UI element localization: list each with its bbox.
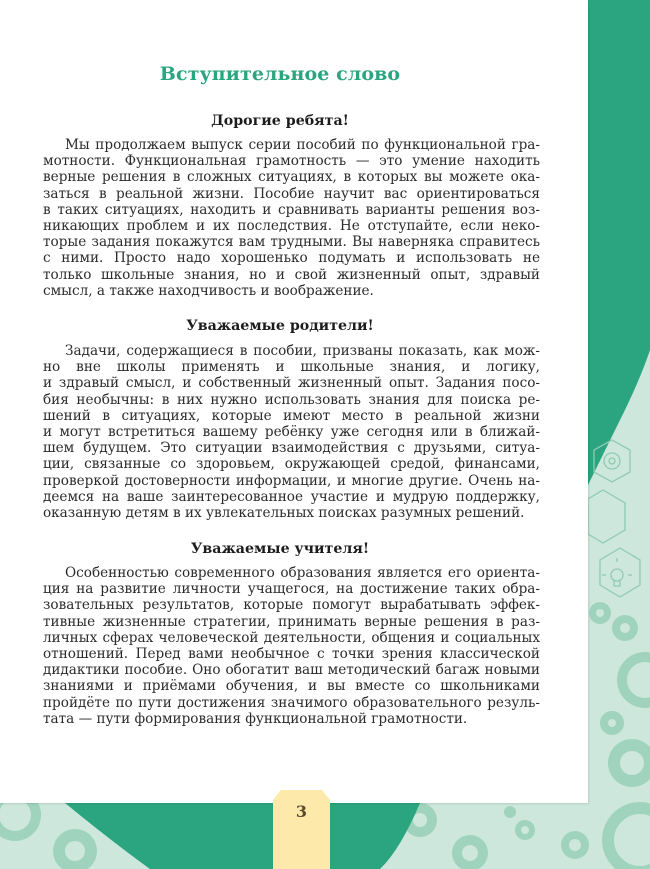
text-line: деемся на ваше заинтересованное участие и мудрую поддержку, [43,488,540,505]
text-line: зовательных результатов, которые помогут вырабатывать эффек- [43,597,540,614]
text-line: торые задания покажутся вам трудными. Вы наверняка справитесь [43,234,540,251]
text-line: дидактики пособие. Оно обогатит ваш методический багаж новыми [43,662,540,679]
text-line: заться в реальной жизни. Пособие научит вас ориентироваться [43,185,540,202]
text-line: шений в ситуациях, которые имеют место в реальной жизни [43,407,540,424]
text-line: тивные жизненные стратегии, принимать верные решения в раз- [43,613,540,630]
section-heading-teachers: Уважаемые учителя! [190,541,370,557]
text-line: с ними. Просто надо хорошенько подумать и использовать не [43,250,540,267]
text-line: Задачи, содержащиеся в пособии, призваны показать, как мож- [65,343,540,359]
text-line: оказанную детям в их увлекательных поисках разумных решений. [43,504,525,521]
text-line: в таких ситуациях, находить и сравнивать варианты решения воз- [43,201,540,218]
text-line: но вне школы применять и школьные знания, и логику, [43,359,540,376]
text-line: смысл, а также находчивость и воображение. [43,282,374,299]
text-line: только школьные знания, но и свой жизненный опыт, здравый [43,266,540,283]
page-title: Вступительное слово [159,63,401,85]
section-heading-parents: Уважаемые родители! [186,318,374,334]
text-line: ции, связанные со здоровьем, окружающей средой, финансами, [43,456,540,473]
text-line: Мы продолжаем выпуск серии пособий по функциональной гра- [65,137,540,153]
text-line: Особенностью современного образования является его ориента- [65,565,540,581]
text-line: тата — пути формирования функциональной грамотности. [43,710,468,727]
text-line: ция на развитие личности учащегося, на достижение таких обра- [43,581,540,598]
page-number: 3 [295,802,308,821]
text-line: бия необычны: в них нужно использовать знания для поиска ре- [43,391,540,408]
text-line: личных сферах человеческой деятельности, общения и социальных [43,629,540,646]
paragraph-teachers [43,565,540,727]
text-line: шем будущем. Это ситуации взаимодействия с друзьями, ситуа- [43,440,540,457]
text-line: никающих проблем и их последствия. Не отступайте, если неко- [43,217,540,234]
text-line: мотности. Функциональная грамотность — это умение находить [43,153,540,170]
text-line: и здравый смысл, и собственный жизненный опыт. Задания посо- [43,375,540,392]
text-line: пройдёте по пути достижения значимого образовательного резуль- [43,694,540,711]
text-line: верные решения в сложных ситуациях, в которых вы можете ока- [43,169,540,186]
text-line: и могут встретиться вашему ребёнку уже сегодня или в ближай- [43,423,540,440]
text-line: знаниями и приёмами обучения, и вы вместе со школьниками [43,678,540,695]
paragraph-parents [43,343,540,521]
text-line: проверкой достоверности информации, и многие другие. Очень на- [43,472,540,489]
paragraph-children [43,137,540,299]
section-heading-children: Дорогие ребята! [211,113,349,129]
text-line: отношений. Перед вами необычное с точки зрения классической [43,645,540,662]
